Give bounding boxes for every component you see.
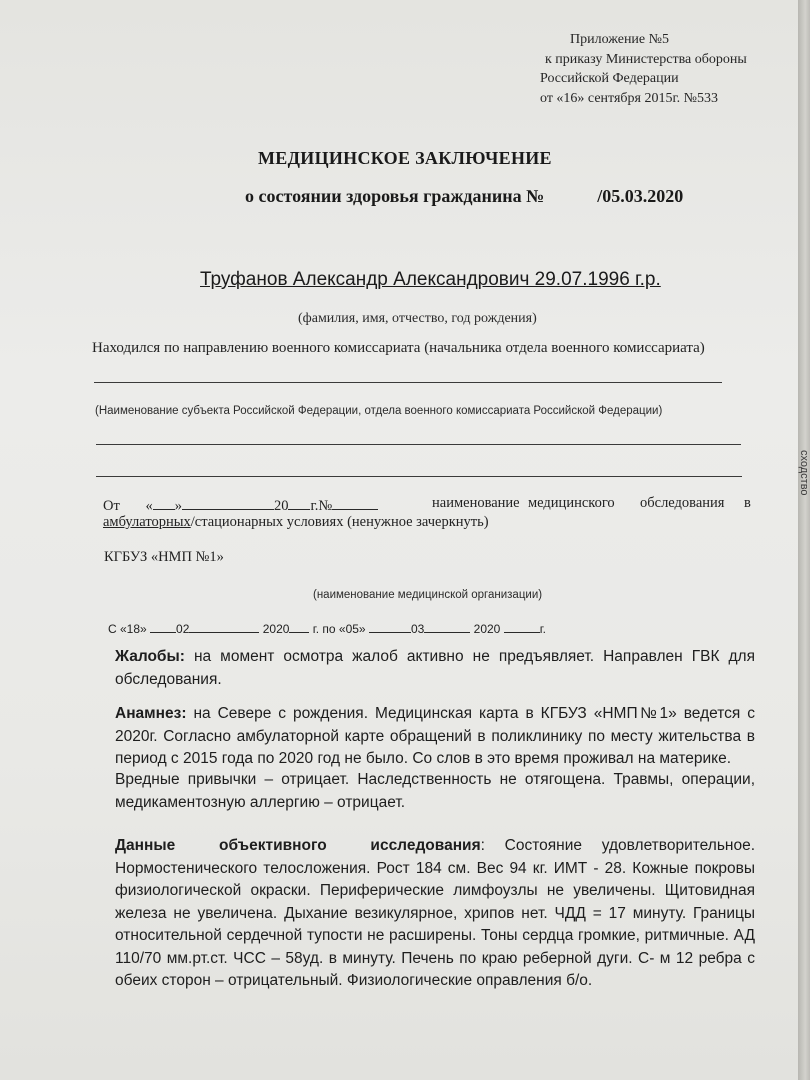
objective-label: Данные объективного исследования bbox=[115, 837, 481, 854]
patient-caption: (фамилия, имя, отчество, год рождения) bbox=[298, 311, 537, 326]
blank-line-2 bbox=[96, 444, 741, 445]
referral-line: Находился по направлению военного комиссариата (начальника отдела военного комиссариата) bbox=[92, 340, 705, 356]
complaints-section bbox=[115, 646, 755, 691]
order-date-line: от «16» сентября 2015г. №533 bbox=[540, 91, 718, 106]
examination-row: От « » 20 г.№ bbox=[103, 495, 378, 515]
organization-name: КГБУЗ «НМП №1» bbox=[104, 549, 224, 565]
referral-blank-line bbox=[94, 382, 722, 383]
order-line: к приказу Министерства обороны bbox=[545, 52, 747, 67]
appendix-line: Приложение №5 bbox=[570, 32, 669, 47]
anamnesis-label: Анамнез: bbox=[115, 705, 187, 722]
period-row: С «18» 02 2020 г. по «05» 03 2020 г. bbox=[108, 622, 546, 636]
examination-conditions: амбулаторных/стационарных условиях (ненужное зачеркнуть) bbox=[103, 514, 489, 530]
anamnesis-text: на Севере с рождения. Медицинская карта в КГБУЗ «НМП№1» ведется с 2020г. Согласно амбулаторной карте обращений в поликлинику по месту жительства в период с 2015 года по 2020 год не было. Со слов в это время проживал на материке. bbox=[115, 705, 755, 767]
conclusion-number: /05.03.2020 bbox=[597, 186, 684, 206]
complaints-label: Жалобы: bbox=[115, 648, 185, 665]
objective-text: Состояние удовлетворительное. Нормостенического телосложения. Рост 184 см. Вес 94 кг. ИМТ - 28. Кожные покровы физиологической окраски. Периферические лимфоузлы не увеличены. Щитовидная железа не увеличена. Дыхание везикулярное, хрипов нет. ЧДД = 17 минуту. Границы относительной сердечной тупости не расширены. Тоны сердца громкие, ритмичные. АД 110/70 мм.рт.ст. ЧСС – 58уд. в минуту. Печень по краю реберной дуги. С- м 12 ребра с обеих сторон – отрицательный. Физиологические оправления б/о. bbox=[115, 837, 755, 989]
organization-caption: (наименование медицинской организации) bbox=[313, 589, 543, 601]
complaints-text: на момент осмотра жалоб активно не предъявляет. Направлен ГВК для обследования. bbox=[115, 648, 755, 688]
edge-fragment-text: сходство bbox=[798, 450, 810, 496]
document-subtitle bbox=[245, 186, 683, 207]
examination-in: в bbox=[744, 495, 751, 511]
referral-caption: (Наименование субъекта Российской Федерации, отдела военного комиссариата Российской Федерации) bbox=[95, 405, 663, 417]
anamnesis-section bbox=[115, 703, 755, 771]
blank-line-3 bbox=[96, 476, 742, 477]
anamnesis-habits: Вредные привычки – отрицает. Наследственность не отягощена. Травмы, операции, медикаментозную аллергию – отрицает. bbox=[115, 771, 755, 811]
examination-naming: наименование bbox=[432, 495, 520, 511]
patient-name: Труфанов Александр Александрович 29.07.1996 г.р. bbox=[200, 269, 661, 290]
document-title: МЕДИЦИНСКОЕ ЗАКЛЮЧЕНИЕ bbox=[258, 148, 552, 168]
examination-survey: обследования bbox=[640, 495, 725, 511]
subtitle-text: о состоянии здоровья гражданина № bbox=[245, 186, 545, 206]
ministry-line: Российской Федерации bbox=[540, 71, 679, 86]
objective-section: Данные объективного исследования: Состояние удовлетворительное. Нормостенического телосложения. Рост 184 см. Вес 94 кг. ИМТ - 28. Кожные покровы физиологической окраски. Периферические лимфоузлы не увеличены. Щитовидная железа не увеличена. Дыхание везикулярное, хрипов нет. ЧДД = 17 минуту. Границы относительной сердечной тупости не расширены. Тоны сердца громкие, ритмичные. АД 110/70 мм.рт.ст. ЧСС – 58уд. в минуту. Печень по краю реберной дуги. С- м 12 ребра с обеих сторон – отрицательный. Физиологические оправления б/о. bbox=[115, 837, 755, 989]
examination-medical: медицинского bbox=[528, 495, 615, 511]
